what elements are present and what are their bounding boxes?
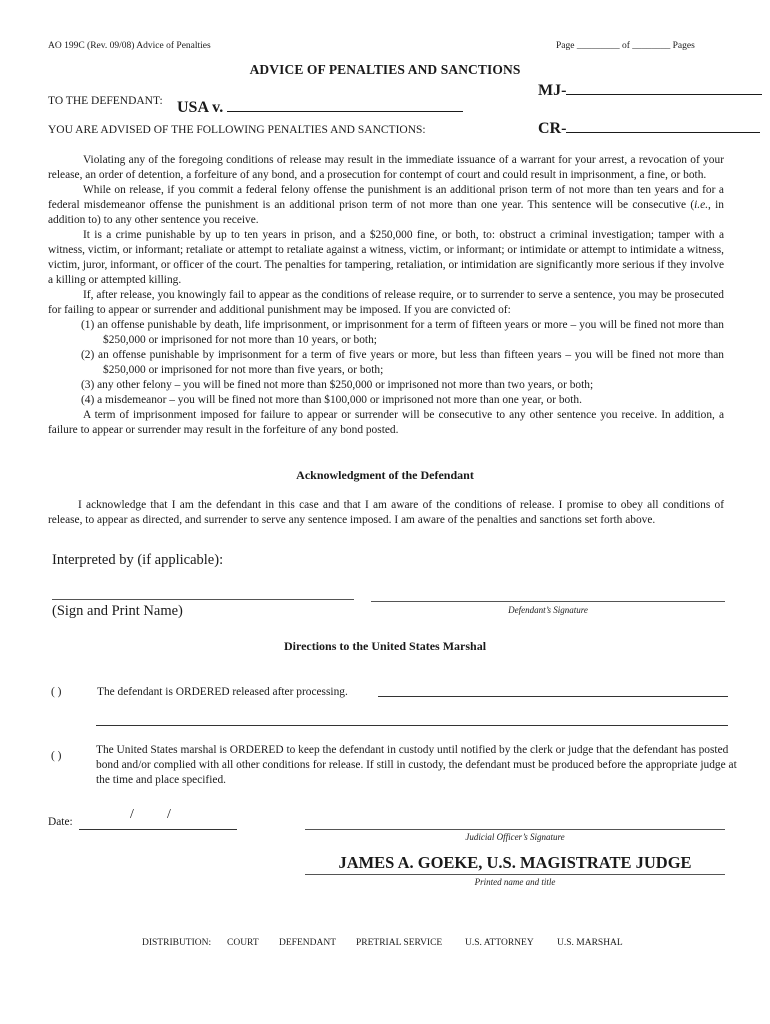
page-total-blank[interactable]: ________: [632, 41, 671, 51]
cr-number: [538, 119, 760, 138]
penalty-paragraph: Violating any of the foregoing conditions of release may result in the immediate issuance of a warrant for your arrest, a revocation of your release, an order of detention, a forfeiture of any bond, and a prosecution for contempt of court and could result in imprisonment, a fine, or both.: [48, 154, 724, 181]
printed-name-label: Printed name and title: [474, 877, 556, 887]
judicial-signature-line[interactable]: [305, 829, 725, 830]
list-item: (1) an offense punishable by death, life imprisonment, or imprisonment for a term of fifteen years or more – you will be fined not more than $250,000 or imprisoned for not more than 10 years, or both;: [81, 319, 724, 346]
list-item: (2) an offense punishable by imprisonment for a term of five years or more, but less than fifteen years – you will be fined not more than $250,000 or imprisoned for not more than five years, or both;: [81, 349, 724, 376]
sign-print-label: (Sign and Print Name): [52, 603, 183, 619]
cr-number-field[interactable]: [566, 119, 760, 133]
judge-name: JAMES A. GOEKE, U.S. MAGISTRATE JUDGE: [338, 853, 692, 872]
distribution-item-court: COURT: [227, 938, 259, 948]
text-run-italic: i.e.: [694, 199, 709, 211]
interpreter-signature-line[interactable]: [52, 599, 354, 600]
mj-number-field[interactable]: [566, 81, 762, 95]
advised-text: YOU ARE ADVISED OF THE FOLLOWING PENALTIES AND SANCTIONS:: [48, 124, 426, 136]
distribution-label: DISTRIBUTION:: [142, 938, 212, 948]
page-number: [556, 41, 695, 51]
penalty-paragraph: [48, 183, 724, 228]
pages-label: Pages: [672, 41, 695, 51]
acknowledgment-text: [48, 498, 724, 528]
date-label: Date:: [48, 816, 73, 828]
custody-order-text: The United States marshal is ORDERED to keep the defendant in custody until notified by the clerk or judge that the defendant has posted bond and/or complied with all other conditions for release. If still in custody, the defendant must be produced before the appropriate judge at the time and place specified.: [96, 744, 737, 786]
release-notes-line[interactable]: [378, 696, 728, 697]
mj-label: MJ-: [538, 82, 567, 99]
interpreted-by-label: Interpreted by (if applicable):: [52, 552, 224, 568]
release-checkbox[interactable]: ( ): [51, 686, 62, 698]
cr-label: CR-: [538, 120, 567, 137]
defendant-name-field[interactable]: [227, 98, 463, 112]
to-defendant-label: TO THE DEFENDANT:: [48, 95, 163, 107]
distribution-item-pretrial: PRETRIAL SERVICE: [356, 938, 443, 948]
release-order-text: The defendant is ORDERED released after processing.: [97, 686, 348, 698]
penalties-text: [48, 153, 724, 438]
distribution-item-defendant: DEFENDANT: [279, 938, 336, 948]
defendant-signature-label: Defendant’s Signature: [508, 605, 588, 615]
text-run: , in addition to) to any other sentence you receive.: [48, 199, 724, 226]
page-blank[interactable]: _________: [576, 41, 620, 51]
of-label: of: [621, 41, 630, 51]
date-separator: /: [167, 807, 171, 822]
list-item: (4) a misdemeanor – you will be fined not more than $100,000 or imprisoned not more than one year, or both.: [81, 394, 582, 406]
form-id: AO 199C (Rev. 09/08) Advice of Penalties: [48, 41, 211, 51]
date-separator: /: [130, 807, 134, 822]
acknowledgment-paragraph: I acknowledge that I am the defendant in this case and that I am aware of the conditions of release. I promise to obey all conditions of release, to appear as directed, and surrender to serve any sentence imposed. I am aware of the penalties and sanctions set forth above.: [48, 499, 724, 526]
marshal-heading: Directions to the United States Marshal: [283, 639, 487, 653]
penalty-paragraph: A term of imprisonment imposed for failure to appear or surrender will be consecutive to any other sentence you receive. In addition, a failure to appear or surrender may result in the forfeiture of any bond posted.: [48, 409, 724, 436]
mj-number: [538, 81, 762, 100]
text-run: While on release, if you commit a federal felony offense the punishment is an additional prison term of not more than ten years and for a federal misdemeanor offense the punishment is an additional prison term of not more than one year. This sentence will be consecutive (: [48, 184, 724, 211]
defendant-signature-line[interactable]: [371, 601, 725, 602]
acknowledgment-heading: Acknowledgment of the Defendant: [296, 468, 474, 482]
usa-v: [177, 98, 463, 117]
judicial-signature-label: Judicial Officer’s Signature: [465, 832, 565, 842]
list-item: (3) any other felony – you will be fined not more than $250,000 or imprisoned not more than two years, or both;: [81, 379, 594, 391]
page-label: Page: [556, 41, 575, 51]
distribution-item-marshal: U.S. MARSHAL: [557, 938, 623, 948]
custody-checkbox[interactable]: ( ): [51, 750, 62, 762]
distribution-item-attorney: U.S. ATTORNEY: [465, 938, 534, 948]
date-field[interactable]: [79, 829, 237, 830]
usa-label: USA v.: [177, 99, 224, 116]
penalty-paragraph: It is a crime punishable by up to ten years in prison, and a $250,000 fine, or both, to: obstruct a criminal investigation; tamper with a witness, victim, or informant; retaliate or attempt to retaliate against a witness, victim, or informant; or intimidate or attempt to intimidate a witness, victim, juror, informant, or officer of the court. The penalties for tampering, retaliation, or intimidation are significantly more serious if they involve a killing or attempted killing.: [48, 229, 724, 286]
release-notes-line[interactable]: [96, 725, 728, 726]
penalty-paragraph: If, after release, you knowingly fail to appear as the conditions of release require, or to surrender to serve a sentence, you may be prosecuted for failing to appear or surrender and additional punishment may be imposed. If you are convicted of:: [48, 289, 724, 316]
printed-name-line: [305, 874, 725, 875]
page-title: ADVICE OF PENALTIES AND SANCTIONS: [249, 62, 521, 77]
